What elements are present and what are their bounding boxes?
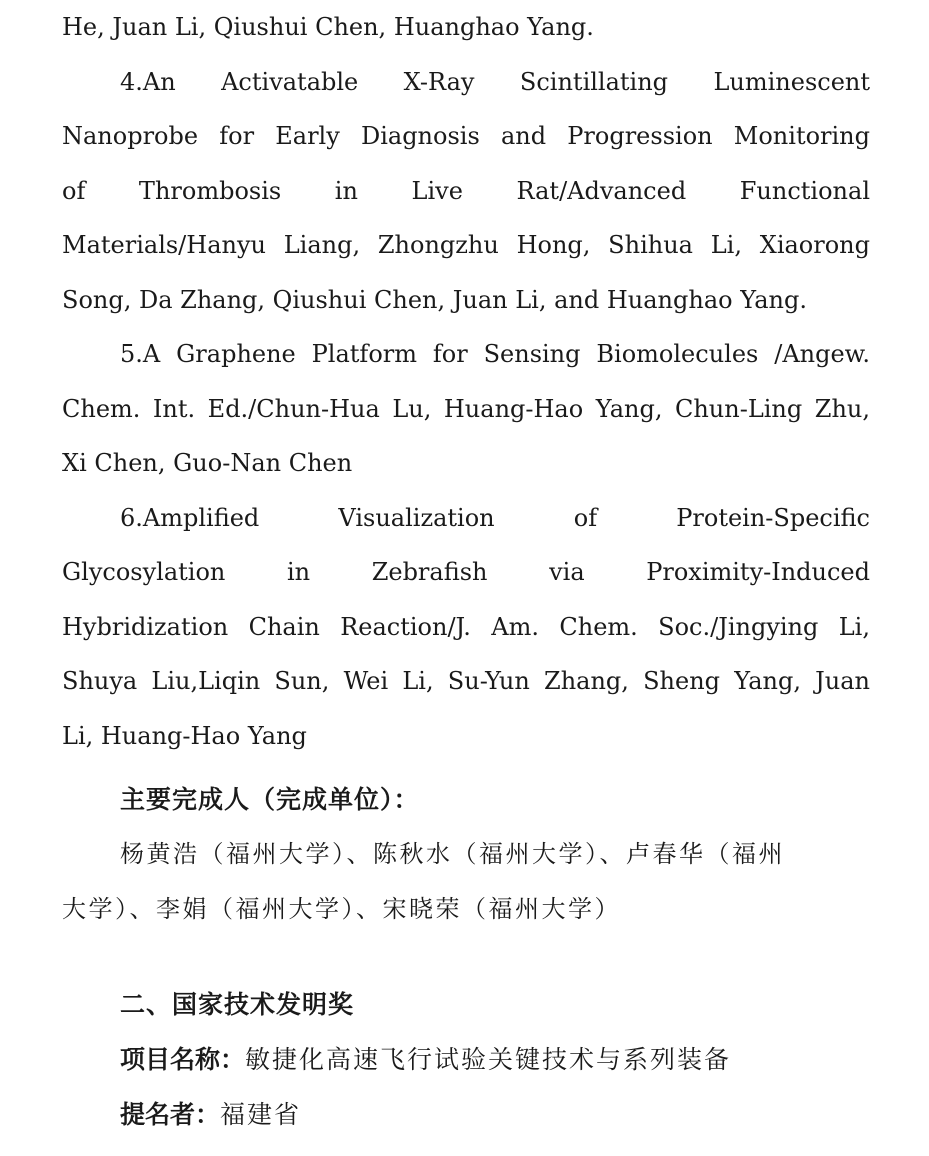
reference-4 <box>62 55 870 328</box>
reference-3-continuation: He, Juan Li, Qiushui Chen, Huanghao Yang. <box>62 13 594 41</box>
reference-6-line: 6.Amplified Visualization of Protein-Specific <box>120 503 870 532</box>
reference-4-line: of Thrombosis in Live Rat/Advanced Functional <box>62 176 870 205</box>
reference-6-line: Li, Huang-Hao Yang <box>62 721 307 750</box>
reference-6-line: Glycosylation in Zebrafish via Proximity-Induced <box>62 558 870 586</box>
reference-4-line: Materials/Hanyu Liang, Zhongzhu Hong, Shihua Li, Xiaorong <box>62 231 870 259</box>
document-page <box>62 0 870 1142</box>
reference-4-line: Song, Da Zhang, Qiushui Chen, Juan Li, and Huanghao Yang. <box>62 285 807 314</box>
reference-4-line: Nanoprobe for Early Diagnosis and Progression Monitoring <box>62 122 870 150</box>
reference-4-line: 4.An Activatable X-Ray Scintillating Luminescent <box>120 67 870 96</box>
nominator-value: 福建省 <box>220 1100 302 1129</box>
reference-5-line: 5.A Graphene Platform for Sensing Biomolecules /Angew. <box>120 340 870 368</box>
completers-line: 大学）、李娟（福州大学）、宋晓荣（福州大学） <box>62 894 621 923</box>
reference-5 <box>62 327 870 491</box>
reference-6-line: Shuya Liu,Liqin Sun, Wei Li, Su-Yun Zhang, Sheng Yang, Juan <box>62 667 870 695</box>
completers-line: 杨黄浩（福州大学）、陈秋水（福州大学）、卢春华（福州 <box>120 840 785 868</box>
reference-6 <box>62 491 870 764</box>
reference-6-line: Hybridization Chain Reaction/J. Am. Chem. Soc./Jingying Li, <box>62 612 870 641</box>
completers-heading: 主要完成人（完成单位）： <box>120 785 420 814</box>
reference-5-line: Xi Chen, Guo-Nan Chen <box>62 449 353 477</box>
reference-5-line: Chem. Int. Ed./Chun-Hua Lu, Huang-Hao Yang, Chun-Ling Zhu, <box>62 394 870 423</box>
project-name-value: 敏捷化高速飞行试验关键技术与系列装备 <box>245 1045 732 1074</box>
nominator-row <box>62 1087 870 1142</box>
section-heading: 二、国家技术发明奖 <box>120 990 355 1019</box>
nominator-label: 提名者： <box>120 1100 221 1129</box>
project-name-row <box>62 1032 870 1087</box>
project-name-label: 项目名称： <box>120 1045 246 1074</box>
